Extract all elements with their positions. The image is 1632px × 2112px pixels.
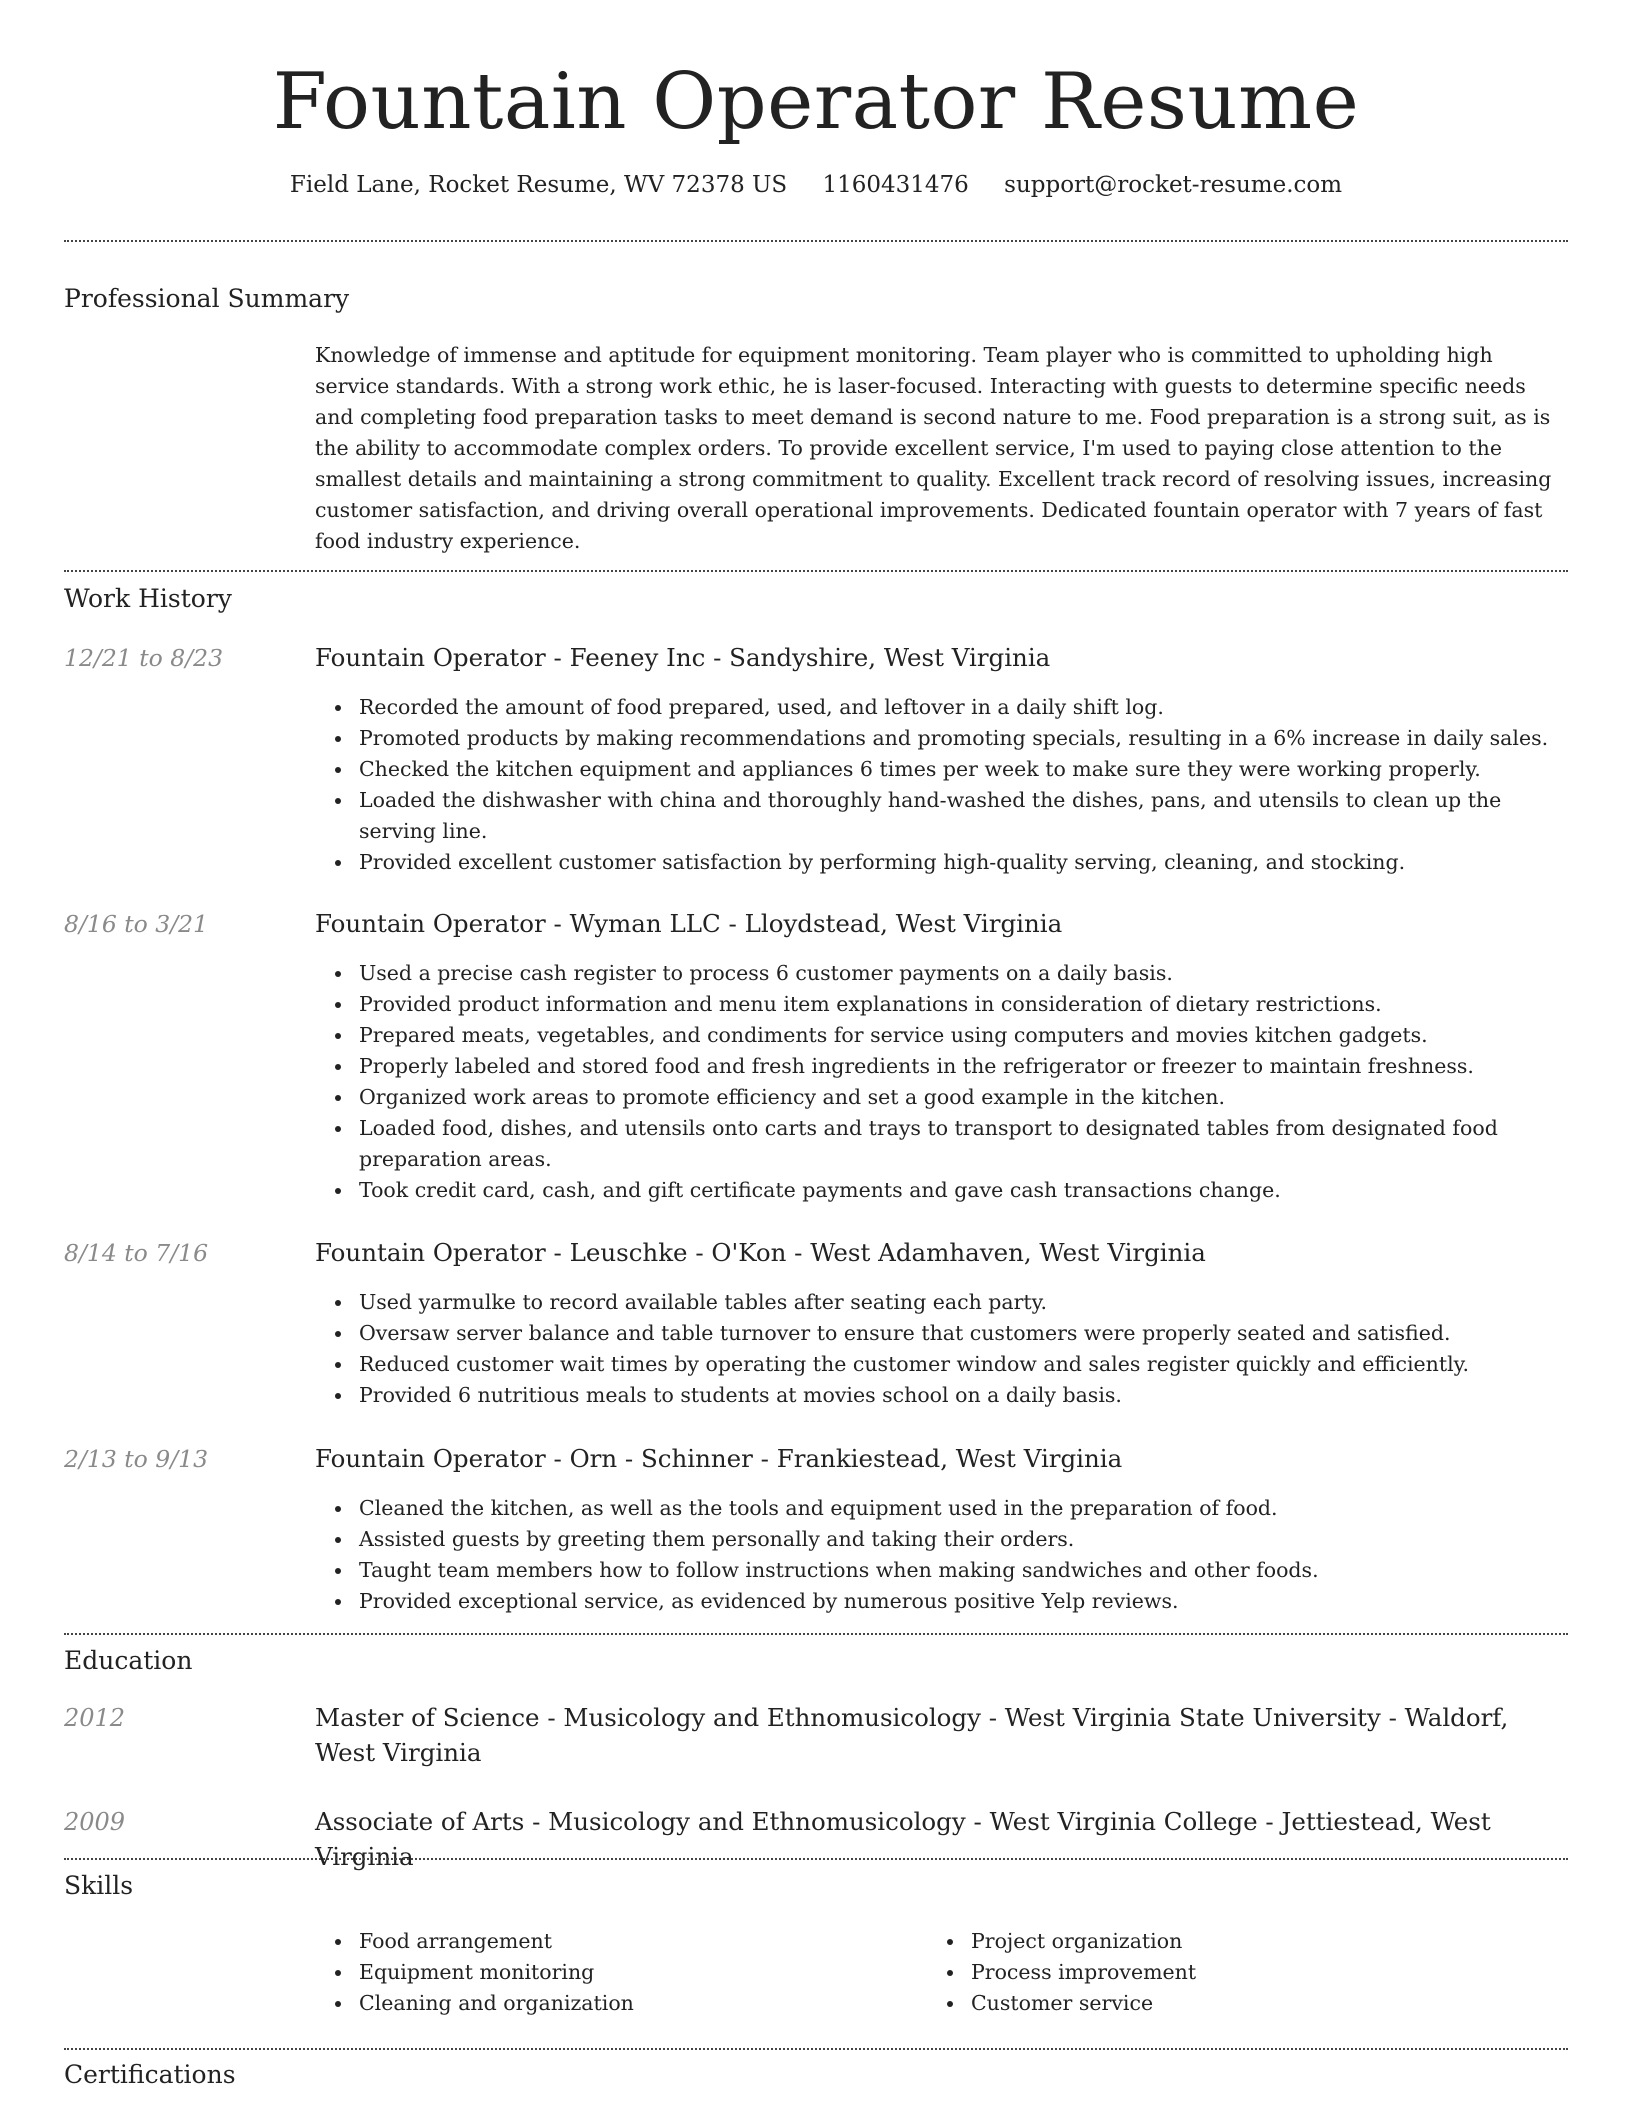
contact-email[interactable]: support@rocket-resume.com <box>1004 172 1343 198</box>
job-bullet: Took credit card, cash, and gift certificate payments and gave cash transactions change. <box>359 1175 1565 1206</box>
contact-line <box>0 170 1632 200</box>
job-bullet: Cleaned the kitchen, as well as the tools and equipment used in the preparation of food. <box>359 1493 1565 1524</box>
job-bullet: Taught team members how to follow instructions when making sandwiches and other foods. <box>359 1555 1565 1586</box>
job-bullet: Provided 6 nutritious meals to students at movies school on a daily basis. <box>359 1380 1565 1411</box>
job-bullet: Properly labeled and stored food and fresh ingredients in the refrigerator or freezer to maintain freshness. <box>359 1051 1565 1082</box>
section-title-certifications: Certifications <box>64 2060 236 2089</box>
education-degree: Associate of Arts - Musicology and Ethnomusicology - West Virginia College - Jettiestead, West Virginia <box>315 1807 1491 1871</box>
job-bullet: Used a precise cash register to process 6 customer payments on a daily basis. <box>359 958 1565 989</box>
summary-text: Knowledge of immense and aptitude for equipment monitoring. Team player who is committed to upholding high service standards. With a strong work ethic, he is laser-focused. Interacting with guests to determine specific needs and completing food preparation tasks to meet demand is second nature to me. Food preparation is a strong suit, as is the ability to accommodate complex orders. To provide excellent service, I'm used to paying close attention to the smallest details and maintaining a strong commitment to quality. Excellent track record of resolving issues, increasing customer satisfaction, and driving overall operational improvements. Dedicated fountain operator with 7 years of fast food industry experience. <box>315 343 1552 553</box>
contact-address: Field Lane, Rocket Resume, WV 72378 US <box>289 172 788 198</box>
job-bullet: Organized work areas to promote efficiency and set a good example in the kitchen. <box>359 1082 1565 1113</box>
section-title-skills: Skills <box>64 1871 134 1900</box>
job-bullets <box>315 1493 1565 1617</box>
skills-list-left <box>315 1926 915 2019</box>
section-title-education: Education <box>64 1646 193 1675</box>
job-bullet: Checked the kitchen equipment and appliances 6 times per week to make sure they were working properly. <box>359 754 1565 785</box>
job-bullet: Prepared meats, vegetables, and condiments for service using computers and movies kitchen gadgets. <box>359 1020 1565 1051</box>
skill-item: Cleaning and organization <box>359 1988 915 2019</box>
section-title-summary: Professional Summary <box>64 284 350 313</box>
job-bullet: Provided exceptional service, as evidenced by numerous positive Yelp reviews. <box>359 1586 1565 1617</box>
divider <box>64 1633 1568 1635</box>
job-bullet: Assisted guests by greeting them personally and taking their orders. <box>359 1524 1565 1555</box>
job-bullet: Provided product information and menu item explanations in consideration of dietary restrictions. <box>359 989 1565 1020</box>
education-year: 2009 <box>64 1808 126 1836</box>
skill-item: Project organization <box>971 1926 1527 1957</box>
job-dates: 2/13 to 9/13 <box>64 1445 209 1473</box>
job-bullet: Loaded the dishwasher with china and thoroughly hand-washed the dishes, pans, and utensils to clean up the serving line. <box>359 785 1565 847</box>
job-title: Fountain Operator - Wyman LLC - Lloydstead, West Virginia <box>315 909 1063 938</box>
education-degree: Master of Science - Musicology and Ethnomusicology - West Virginia State University - Waldorf, West Virginia <box>315 1703 1509 1767</box>
job-bullet: Used yarmulke to record available tables after seating each party. <box>359 1287 1565 1318</box>
education-year: 2012 <box>64 1704 126 1732</box>
divider <box>64 2048 1568 2050</box>
section-title-work: Work History <box>64 584 232 613</box>
divider <box>64 1858 1568 1860</box>
job-bullet: Reduced customer wait times by operating the customer window and sales register quickly and efficiently. <box>359 1349 1565 1380</box>
job-title: Fountain Operator - Feeney Inc - Sandyshire, West Virginia <box>315 643 1051 672</box>
job-dates: 12/21 to 8/23 <box>64 644 224 672</box>
skill-item: Process improvement <box>971 1957 1527 1988</box>
job-dates: 8/14 to 7/16 <box>64 1239 209 1267</box>
divider <box>64 570 1568 572</box>
skills-list-right <box>927 1926 1527 2019</box>
contact-phone: 1160431476 <box>822 172 969 198</box>
job-bullets <box>315 1287 1565 1411</box>
job-bullet: Promoted products by making recommendations and promoting specials, resulting in a 6% increase in daily sales. <box>359 723 1565 754</box>
skill-item: Equipment monitoring <box>359 1957 915 1988</box>
job-title: Fountain Operator - Leuschke - O'Kon - West Adamhaven, West Virginia <box>315 1238 1206 1267</box>
job-dates: 8/16 to 3/21 <box>64 910 209 938</box>
job-bullet: Oversaw server balance and table turnover to ensure that customers were properly seated and satisfied. <box>359 1318 1565 1349</box>
skill-item: Food arrangement <box>359 1926 915 1957</box>
skill-item: Customer service <box>971 1988 1527 2019</box>
job-bullet: Loaded food, dishes, and utensils onto carts and trays to transport to designated tables from designated food preparation areas. <box>359 1113 1565 1175</box>
job-title: Fountain Operator - Orn - Schinner - Frankiestead, West Virginia <box>315 1444 1123 1473</box>
job-bullet: Provided excellent customer satisfaction by performing high-quality serving, cleaning, and stocking. <box>359 847 1565 878</box>
resume-title: Fountain Operator Resume <box>272 57 1360 147</box>
job-bullets <box>315 958 1565 1206</box>
divider <box>64 240 1568 242</box>
job-bullet: Recorded the amount of food prepared, used, and leftover in a daily shift log. <box>359 692 1565 723</box>
job-bullets <box>315 692 1565 878</box>
